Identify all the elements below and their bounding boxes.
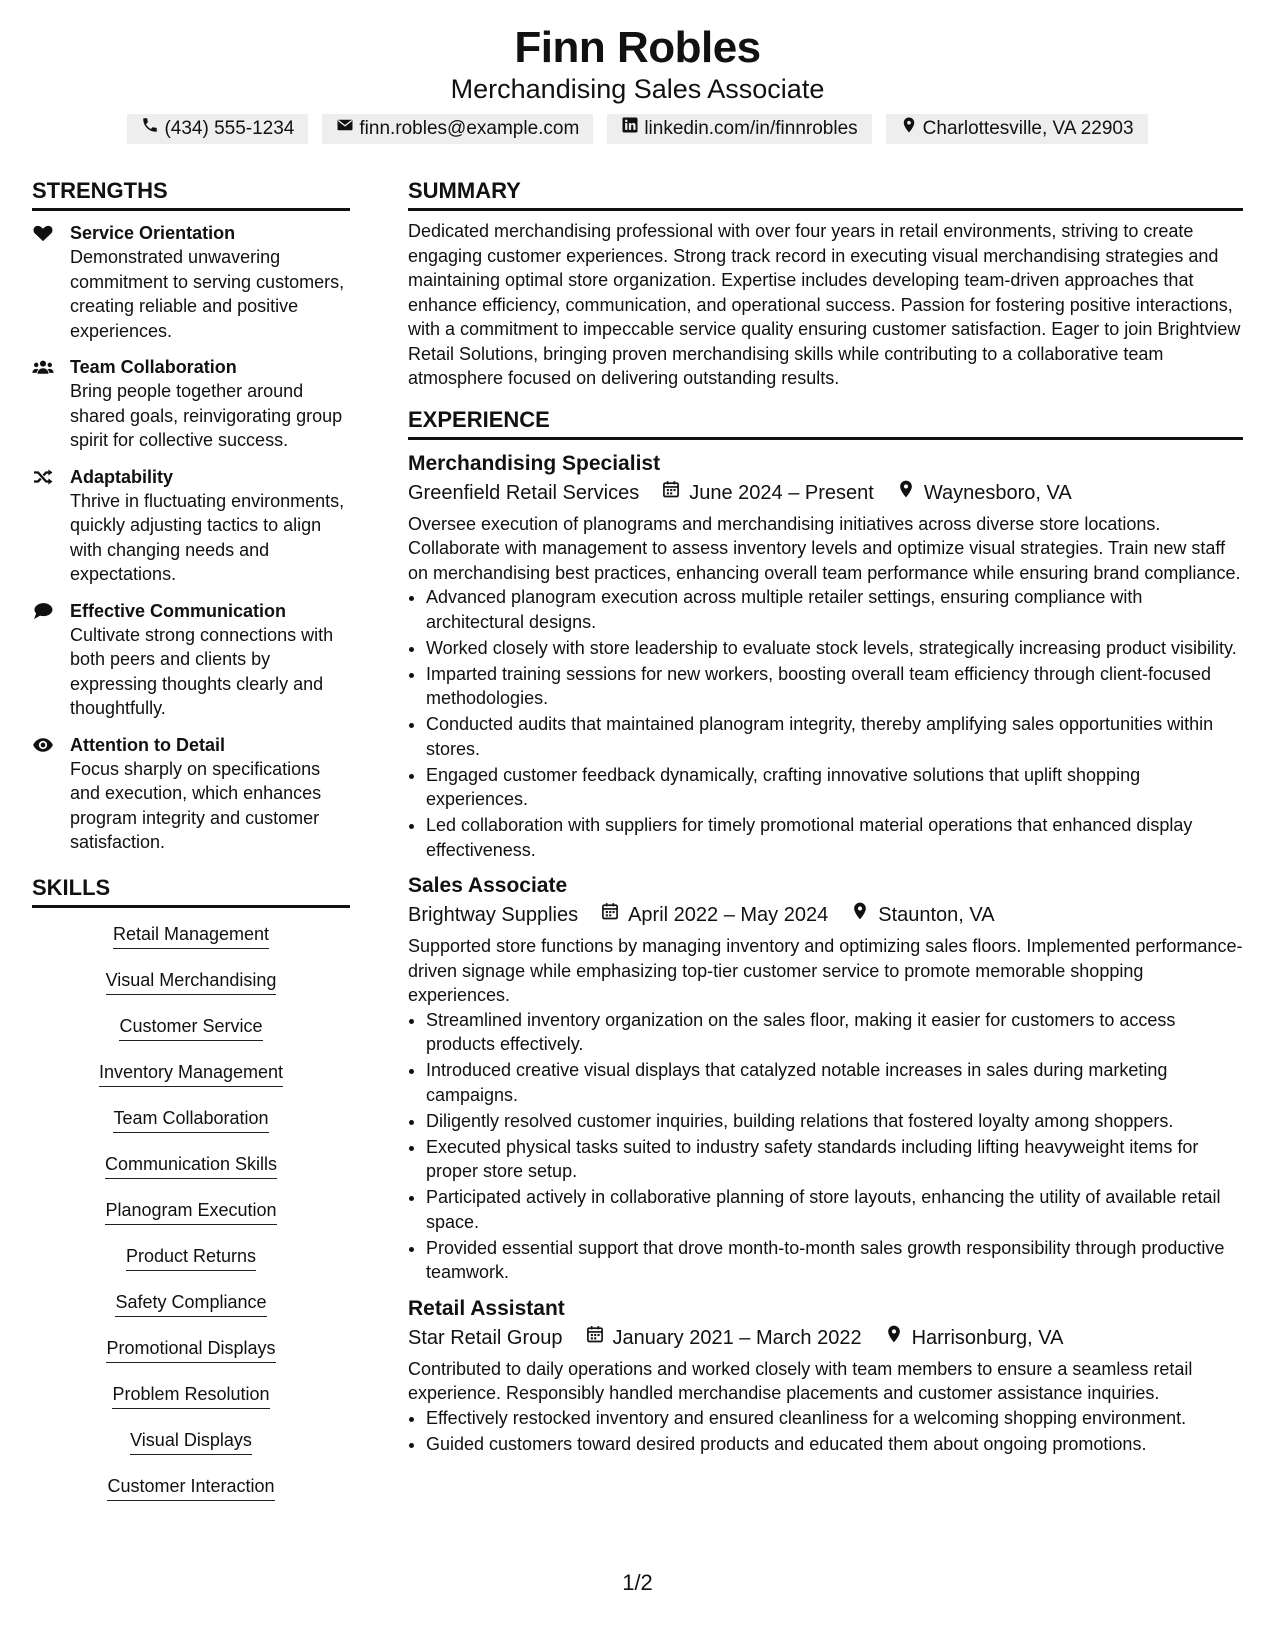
job-description: Contributed to daily operations and worked closely with team members to ensure a seamless retail experience. Responsibly handled merchandise placements and customer assistance inquiries. <box>408 1358 1193 1403</box>
job-company: Brightway Supplies <box>408 904 579 926</box>
skill-tag: Visual Merchandising <box>106 968 277 995</box>
skill-tag: Safety Compliance <box>115 1290 266 1317</box>
skills-heading: SKILLS <box>32 873 350 908</box>
bullet-item: • Worked closely with store leadership to evaluate stock levels, strategically increasing product visibility. <box>426 636 1243 661</box>
job-bullets <box>408 1008 1243 1285</box>
job-meta <box>408 900 1243 930</box>
strength-desc: Focus sharply on specifications and execution, which enhances program integrity and customer satisfaction. <box>70 758 322 852</box>
summary-heading: SUMMARY <box>408 176 1243 211</box>
skill-tag: Problem Resolution <box>112 1382 269 1409</box>
candidate-name: Finn Robles <box>514 23 761 72</box>
bullet-item: • Effectively restocked inventory and ensured cleanliness for a welcoming shopping environment. <box>426 1406 1243 1431</box>
bullet-item: • Conducted audits that maintained planogram integrity, thereby amplifying sales opportunities within stores. <box>426 712 1243 761</box>
skill-tag: Retail Management <box>113 922 269 949</box>
job-entry <box>408 1295 1243 1457</box>
bullet-item: • Imparted training sessions for new workers, boosting overall team efficiency through client-focused methodologies. <box>426 662 1243 711</box>
email-chip[interactable] <box>322 114 593 144</box>
strength-item <box>32 733 350 855</box>
calendar-icon <box>661 478 681 508</box>
job-entry <box>408 872 1243 1285</box>
job-company: Star Retail Group <box>408 1326 563 1349</box>
comment-icon <box>32 599 70 721</box>
job-entry <box>408 450 1243 863</box>
skill-tag: Inventory Management <box>99 1060 283 1087</box>
bullet-item: • Streamlined inventory organization on the sales floor, making it easier for customers to access products effectively. <box>426 1008 1243 1057</box>
phone-icon <box>141 114 159 144</box>
skill-tag: Visual Displays <box>130 1428 252 1455</box>
job-dates: June 2024 – Present <box>689 481 874 504</box>
strength-name: Effective Communication <box>70 600 287 621</box>
job-dates: April 2022 – May 2024 <box>628 904 829 926</box>
strengths-heading: STRENGTHS <box>32 176 350 211</box>
skills-list <box>32 918 350 1516</box>
skill-tag: Promotional Displays <box>106 1336 275 1363</box>
job-description: Oversee execution of planograms and merchandising initiatives across diverse store locations. Collaborate with management to assess inventory levels and optimize visual strategies. Train new staff on merchandising best practices, enhancing overall team performance while ensuring brand compliance. <box>408 513 1241 583</box>
experience-heading: EXPERIENCE <box>408 405 1243 440</box>
map-pin-icon <box>900 114 918 144</box>
skill-tag: Customer Service <box>119 1014 262 1041</box>
strength-item <box>32 599 350 721</box>
job-meta <box>408 1323 1243 1353</box>
strength-name: Team Collaboration <box>70 357 237 377</box>
skill-tag: Planogram Execution <box>105 1198 276 1225</box>
bullet-item: • Participated actively in collaborative planning of store layouts, enhancing the utility of available retail space. <box>426 1185 1243 1234</box>
summary-text: Dedicated merchandising professional with over four years in retail environments, striving to create engaging customer experiences. Strong track record in executing visual merchandising strategies and maintaining optimal store organization. Expertise includes developing team-driven approaches that enhance efficiency, communication, and operational success. Passion for fostering positive interactions, with a commitment to impeccable service quality ensuring customer satisfaction. Eager to join Brightview Retail Solutions, bringing proven merchandising skills while contributing to a collaborative team atmosphere focused on delivering outstanding results. <box>408 221 1241 388</box>
page-number: 1/2 <box>622 1570 653 1595</box>
strength-desc: Thrive in fluctuating environments, quickly adjusting tactics to align with changing needs and expectations. <box>70 490 345 584</box>
job-title: Sales Associate <box>408 874 568 897</box>
candidate-title: Merchandising Sales Associate <box>450 74 825 104</box>
job-description: Supported store functions by managing inventory and optimizing sales floors. Implemented performance-driven signage while emphasizing top-tier customer service to promote memorable shopping experiences. <box>408 936 1243 1005</box>
bullet-item: • Engaged customer feedback dynamically, crafting innovative solutions that uplift shopping experiences. <box>426 763 1243 812</box>
strength-name: Service Orientation <box>70 223 236 243</box>
strength-desc: Demonstrated unwavering commitment to serving customers, creating reliable and positive experiences. <box>70 247 345 341</box>
strength-item <box>32 355 350 453</box>
linkedin-chip[interactable] <box>607 114 871 144</box>
job-location: Harrisonburg, VA <box>911 1326 1064 1349</box>
skill-tag: Communication Skills <box>105 1152 277 1179</box>
strength-desc: Cultivate strong connections with both peers and clients by expressing thoughts clearly and thoughtfully. <box>70 624 334 718</box>
skills-section <box>32 873 350 1516</box>
job-location: Staunton, VA <box>878 904 995 926</box>
strength-name: Attention to Detail <box>70 734 225 755</box>
bullet-item: • Advanced planogram execution across multiple retailer settings, ensuring compliance with architectural designs. <box>426 585 1243 634</box>
phone-text: (434) 555-1234 <box>164 118 295 139</box>
bullet-item: • Guided customers toward desired products and educated them about ongoing promotions. <box>426 1432 1243 1457</box>
bullet-item: • Executed physical tasks suited to industry safety standards including lifting heavyweight items for proper store setup. <box>426 1135 1243 1184</box>
phone-chip[interactable] <box>127 114 308 144</box>
email-text: finn.robles@example.com <box>359 118 580 139</box>
calendar-icon <box>600 900 620 930</box>
bullet-item: • Led collaboration with suppliers for timely promotional material operations that enhanced display effectiveness. <box>426 813 1243 862</box>
strength-name: Adaptability <box>70 466 174 487</box>
map-pin-icon <box>850 900 870 930</box>
job-bullets <box>408 1406 1243 1457</box>
eye-icon <box>32 733 70 855</box>
skill-tag: Product Returns <box>126 1244 256 1271</box>
job-title: Retail Assistant <box>408 1296 565 1320</box>
map-pin-icon <box>884 1323 904 1353</box>
job-location: Waynesboro, VA <box>923 481 1072 504</box>
job-meta <box>408 478 1243 508</box>
skill-tag: Customer Interaction <box>107 1474 274 1501</box>
strength-desc: Bring people together around shared goals, reinvigorating group spirit for collective success. <box>70 381 343 450</box>
job-title: Merchandising Specialist <box>408 451 661 475</box>
experience-section <box>408 405 1243 1457</box>
job-bullets <box>408 585 1243 862</box>
bullet-item: • Diligently resolved customer inquiries, building relations that fostered loyalty among shoppers. <box>426 1109 1243 1134</box>
users-icon <box>32 355 70 453</box>
map-pin-icon <box>896 478 916 508</box>
right-column <box>408 176 1243 1466</box>
location-chip <box>886 114 1148 144</box>
location-text: Charlottesville, VA 22903 <box>922 118 1134 139</box>
bullet-item: • Provided essential support that drove month-to-month sales growth responsibility through productive teamwork. <box>426 1236 1243 1285</box>
resume-header <box>0 22 1275 144</box>
linkedin-text: linkedin.com/in/finnrobles <box>644 118 858 139</box>
job-company: Greenfield Retail Services <box>408 481 640 504</box>
strength-item <box>32 221 350 343</box>
linkedin-icon <box>621 114 639 144</box>
shuffle-icon <box>32 465 70 587</box>
left-column <box>32 176 350 1516</box>
calendar-icon <box>585 1323 605 1353</box>
bullet-item: • Introduced creative visual displays that catalyzed notable increases in sales during marketing campaigns. <box>426 1058 1243 1107</box>
contact-bar <box>0 114 1275 144</box>
job-dates: January 2021 – March 2022 <box>612 1326 862 1349</box>
heart-icon <box>32 221 70 343</box>
skill-tag: Team Collaboration <box>113 1106 268 1133</box>
envelope-icon <box>336 114 354 144</box>
strength-item <box>32 465 350 587</box>
